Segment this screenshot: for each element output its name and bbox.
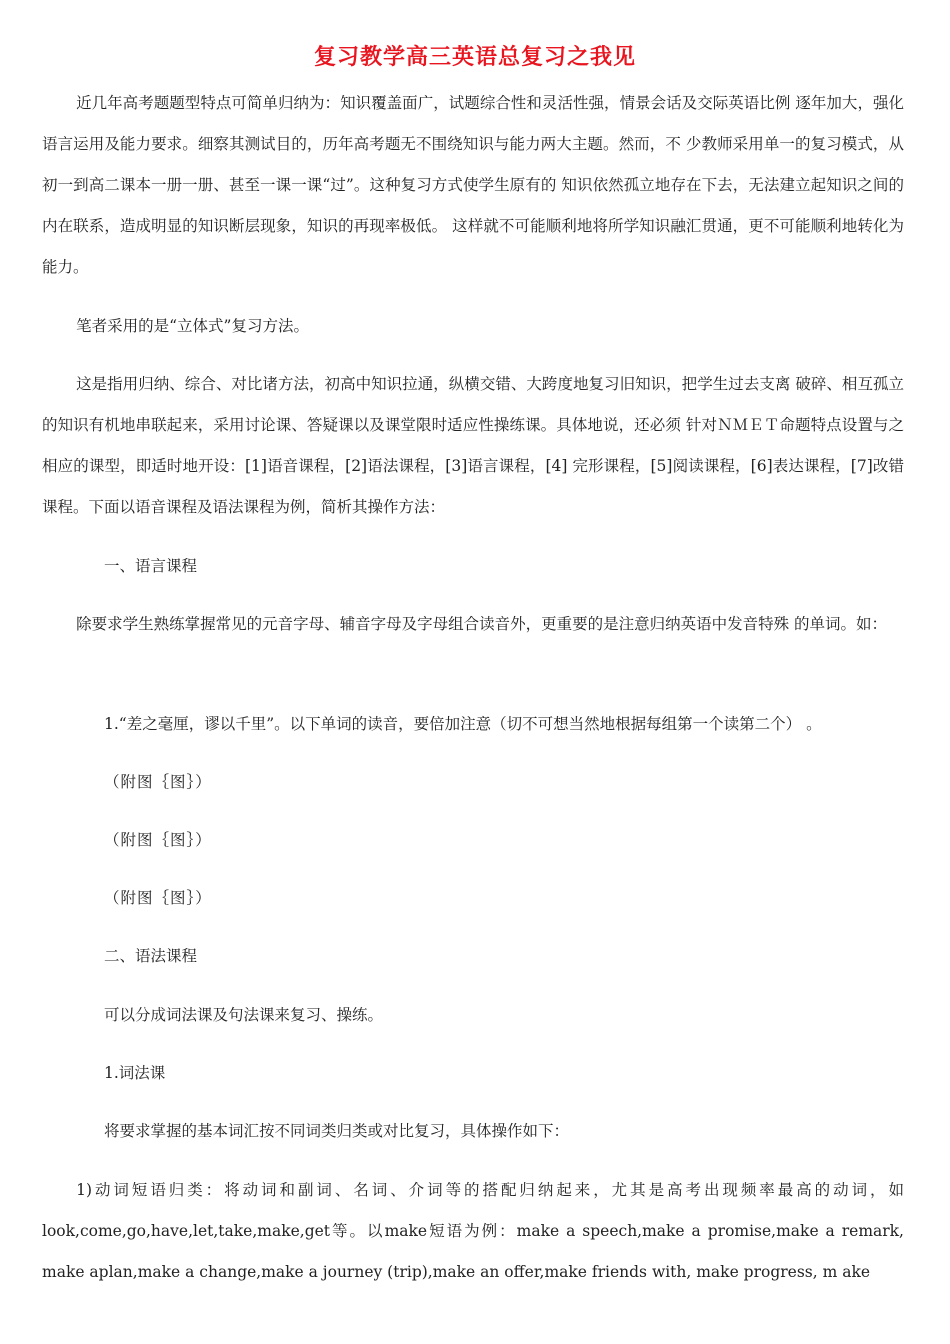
figure-placeholder-1: （附图｛图｝） [104, 773, 212, 791]
paragraph-grammar-intro: 可以分成词法课及句法课来复习、操练。 [104, 1006, 384, 1024]
paragraph-intro: 近几年高考题题型特点可简单归纳为：知识覆盖面广，试题综合性和灵活性强，情景会话及交际英语比例 逐年加大，强化语言运用及能力要求。细察其测试目的，历年高考题无不围绕知识与能力两大主题。然而，不 少教师采用单一的复习模式，从初一到高二课本一册一册、甚至一课一课“过”。这种复习方式使学生原有的 知识依然孤立地存在下去，无法建立起知识之间的内在联系，造成明显的知识断层现象，知识的再现率极低。 这样就不可能顺利地将所学知识融汇贯通，更不可能顺利地转化为能力。 [42, 94, 904, 276]
figure-placeholder-3: （附图｛图｝） [104, 889, 212, 907]
section-heading-grammar: 二、语法课程 [104, 947, 198, 965]
paragraph-explanation: 这是指用归纳、综合、对比诸方法，初高中知识拉通，纵横交错、大跨度地复习旧知识，把学生过去支离 破碎、相互孤立的知识有机地串联起来，采用讨论课、答疑课以及课堂限时适应性操练课。具体地说，还必须 针对ＮＭＥＴ命题特点设置与之相应的课型，即适时地开设：[1]语音课程，[2]语法课程，[3]语言课程，[4] 完形课程，[5]阅读课程，[6]表达课程，[7]改错课程。下面以语音课程及语法课程为例，简析其操作方法： [42, 375, 904, 516]
document-title: 复习教学高三英语总复习之我见 [313, 45, 636, 70]
paragraph-verb-phrases: 1)动词短语归类：将动词和副词、名词、介词等的搭配归纳起来，尤其是高考出现频率最高的动词，如 look,come,go,have,let,take,make,get等。以make短语为例：make a speech,make a promise,make a remark, make aplan,make a change,make a journey (trip),make an offer,make friends with, make progress, m ake [42, 1181, 904, 1281]
paragraph-item-1: 1.“差之毫厘，谬以千里”。以下单词的读音，要倍加注意（切不可想当然地根据每组第一个读第二个） 。 [104, 715, 822, 733]
section-heading-language: 一、语言课程 [104, 557, 198, 575]
subheading-morphology: 1.词法课 [104, 1064, 166, 1082]
figure-placeholder-2: （附图｛图｝） [104, 831, 212, 849]
paragraph-vocab-method: 将要求掌握的基本词汇按不同词类归类或对比复习，具体操作如下： [104, 1122, 570, 1140]
paragraph-pronunciation: 除要求学生熟练掌握常见的元音字母、辅音字母及字母组合读音外，更重要的是注意归纳英语中发音特殊 的单词。如： [76, 615, 888, 633]
paragraph-method: 笔者采用的是“立体式”复习方法。 [76, 317, 309, 335]
